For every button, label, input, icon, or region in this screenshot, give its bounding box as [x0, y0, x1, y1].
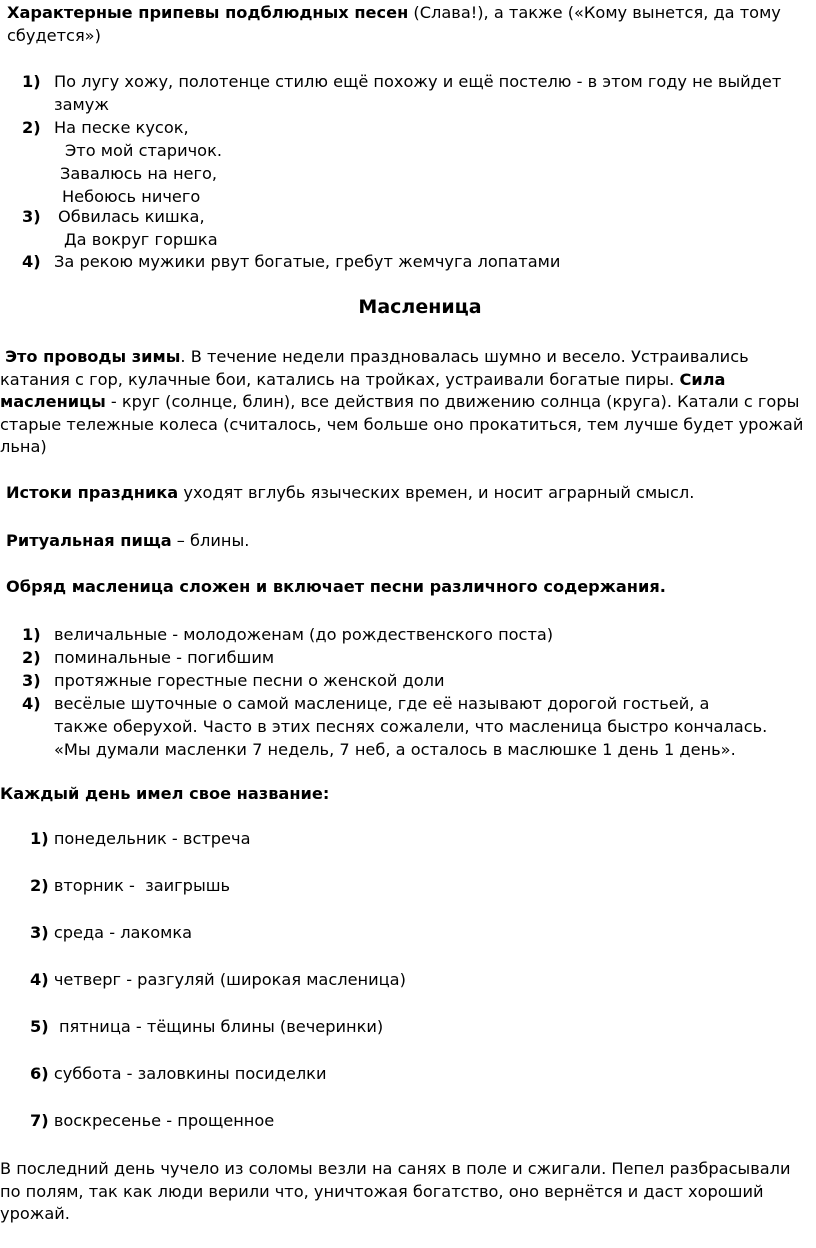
bold-phrase: Обряд масленица сложен и включает песни различного содержания. [6, 577, 666, 596]
day-number: 4) [30, 970, 49, 989]
list-number: 2) [22, 118, 41, 137]
closing-paragraph: В последний день чучело из соломы везли на санях в поле и сжигали. Пепел разбрасывали по полям, так как люди верили что, уничтожая богатство, оно вернётся и даст хороший урожай. [0, 1159, 791, 1224]
day-number: 5) [30, 1017, 49, 1036]
list-number: 1) [22, 625, 41, 644]
day-text: вторник - заигрышь [48, 876, 231, 895]
day-text: среда - лакомка [48, 923, 193, 942]
page-title: Масленица [358, 296, 482, 318]
bold-phrase: Ритуальная пища [6, 531, 172, 550]
days-heading-text: Каждый день имел свое название: [0, 784, 330, 803]
intro-bold: Характерные припевы подблюдных песен [7, 3, 409, 22]
days-heading [0, 783, 812, 806]
day-number: 2) [30, 876, 49, 895]
day-text: воскресенье - прощенное [48, 1111, 275, 1130]
intro-paragraph [7, 2, 807, 47]
list-number: 2) [22, 648, 41, 667]
list-text: величальные - молодоженам (до рождественского поста) [54, 625, 554, 644]
list-text: Да вокруг горшка [64, 230, 218, 249]
list-text: также оберухой. Часто в этих песнях сожалели, что масленица быстро кончалась. [54, 717, 768, 736]
intro-text: (Слава!), а также («Кому вынется, да тому сбудется») [7, 3, 781, 45]
day-number: 3) [30, 923, 49, 942]
list-text: На песке кусок, [54, 118, 189, 137]
list-text: Обвилась кишка, [58, 207, 205, 226]
list-text: замуж [54, 95, 109, 114]
origins-paragraph [6, 482, 816, 505]
list-text: поминальные - погибшим [54, 648, 275, 667]
day-number: 1) [30, 829, 49, 848]
day-text: пятница - тёщины блины (вечеринки) [48, 1017, 384, 1036]
list-text: весёлые шуточные о самой масленице, где её называют дорогой гостьей, а [54, 694, 710, 713]
bold-phrase: Сила масленицы [0, 369, 726, 412]
day-number: 7) [30, 1111, 49, 1130]
rite-heading [6, 576, 816, 599]
day-text: четверг - разгуляй (широкая масленица) [48, 970, 406, 989]
bold-phrase: Истоки праздника [6, 483, 179, 502]
list-number: 4) [22, 252, 41, 271]
list-text: Завалюсь на него, [60, 164, 218, 183]
paragraph-text: – блины. [171, 531, 250, 550]
list-text: По лугу хожу, полотенце стилю ещё похожу и ещё постелю - в этом году не выйдет [54, 72, 782, 91]
list-number: 3) [22, 207, 41, 226]
list-text: Это мой старичок. [65, 141, 222, 160]
day-text: суббота - заловкины посиделки [48, 1064, 327, 1083]
paragraph-text: уходят вглубь языческих времен, и носит аграрный смысл. [178, 483, 695, 502]
paragraph-text: . В течение недели праздновалась шумно и весело. Устраивались катания с гор, кулачные бои, катались на тройках, устраивали богатые пиры. [0, 347, 749, 389]
paragraph-text: - круг (солнце, блин), все действия по движению солнца (круга). Катали с горы старые тележные колеса (считалось, чем больше оно прокатиться, тем лучше будет урожай льна) [0, 392, 804, 457]
list-number: 3) [22, 671, 41, 690]
list-number: 1) [22, 72, 41, 91]
food-paragraph [6, 530, 816, 553]
intro-text-paragraph [0, 346, 808, 459]
bold-phrase: Это проводы зимы [5, 347, 181, 366]
list-text: Небоюсь ничего [62, 187, 201, 206]
day-number: 6) [30, 1064, 49, 1083]
list-text: «Мы думали масленки 7 недель, 7 неб, а осталось в маслюшке 1 день 1 день». [54, 740, 736, 759]
list-text: За рекою мужики рвут богатые, гребут жемчуга лопатами [54, 252, 561, 271]
day-text: понедельник - встреча [48, 829, 251, 848]
list-text: протяжные горестные песни о женской доли [54, 671, 445, 690]
list-number: 4) [22, 694, 41, 713]
